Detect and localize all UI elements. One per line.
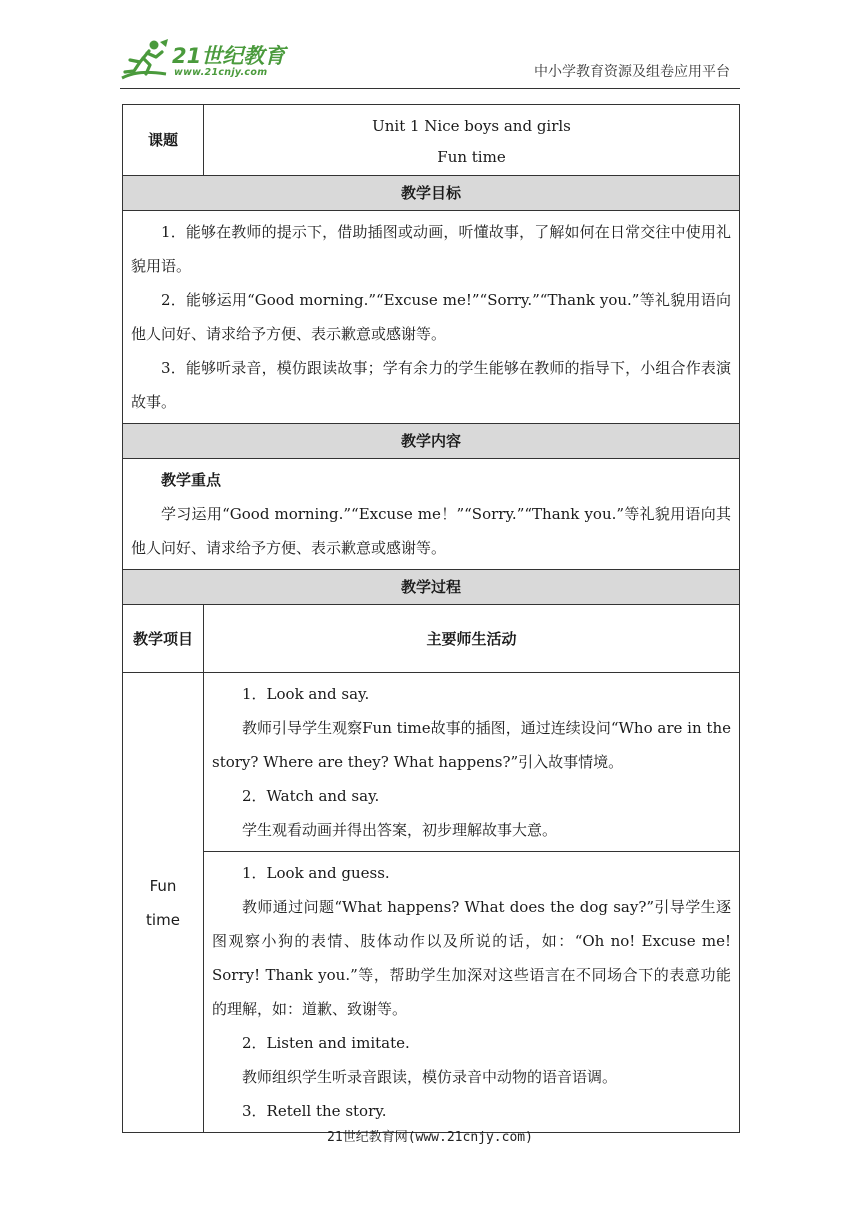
activity-header: 主要师生活动 xyxy=(204,605,740,673)
lesson-title-line2: Fun time xyxy=(437,148,506,166)
key-points-label: 教学重点 xyxy=(161,471,222,489)
content-body xyxy=(123,459,740,570)
lesson-label: 课题 xyxy=(123,105,204,176)
objective-item: 3．能够听录音，模仿跟读故事；学有余力的学生能够在教师的指导下，小组合作表演故事。 xyxy=(131,359,731,411)
lesson-title-row xyxy=(123,105,740,176)
activity-step: 2．Listen and imitate. xyxy=(242,1034,410,1052)
logo-url: www.21cnjy.com xyxy=(174,67,268,78)
teaching-item-name: Fun time xyxy=(123,673,204,1133)
process-row xyxy=(123,673,740,852)
lesson-title-line1: Unit 1 Nice boys and girls xyxy=(372,117,571,135)
page-header xyxy=(0,0,860,100)
lesson-title xyxy=(204,105,740,176)
header-divider xyxy=(120,88,740,89)
activity-desc: 教师通过问题“What happens? What does the dog say?”引导学生逐图观察小狗的表情、肢体动作以及所说的话，如：“Oh no! Excuse me! Sorry! Thank you.”等，帮助学生加深对这些语言在不同场合下的表意功能的理解，如：道歉、致谢等。 xyxy=(212,898,731,1018)
objectives-heading: 教学目标 xyxy=(123,176,740,211)
platform-tagline: 中小学教育资源及组卷应用平台 xyxy=(534,64,730,80)
activity-desc: 教师引导学生观察Fun time故事的插图，通过连续设问“Who are in the story? Where are they? What happens?”引入故事情境。 xyxy=(212,719,731,771)
objectives-list xyxy=(123,211,740,424)
teaching-item-header: 教学项目 xyxy=(123,605,204,673)
objective-item: 2．能够运用“Good morning.”“Excuse me!”“Sorry.”“Thank you.”等礼貌用语向他人问好、请求给予方便、表示歉意或感谢等。 xyxy=(131,291,731,343)
key-points-text: 学习运用“Good morning.”“Excuse me！”“Sorry.”“Thank you.”等礼貌用语向其他人问好、请求给予方便、表示歉意或感谢等。 xyxy=(131,505,731,557)
process-heading: 教学过程 xyxy=(123,570,740,605)
activity-step: 2．Watch and say. xyxy=(242,787,380,805)
page-footer: 21世纪教育网(www.21cnjy.com) xyxy=(327,1130,533,1145)
objective-item: 1．能够在教师的提示下，借助插图或动画，听懂故事，了解如何在日常交往中使用礼貌用语。 xyxy=(131,223,731,275)
activity-desc: 学生观看动画并得出答案，初步理解故事大意。 xyxy=(242,821,558,839)
lesson-plan-table xyxy=(122,104,740,1133)
content-heading: 教学内容 xyxy=(123,424,740,459)
logo-text: 21世纪教育 xyxy=(172,44,286,68)
runner-logo-icon xyxy=(116,38,172,84)
activity-step: 3．Retell the story. xyxy=(242,1102,387,1120)
activity-block-2 xyxy=(204,852,740,1133)
process-row xyxy=(123,852,740,1133)
activity-step: 1．Look and guess. xyxy=(242,864,390,882)
process-column-headers xyxy=(123,605,740,673)
site-logo xyxy=(116,38,286,84)
activity-block-1 xyxy=(204,673,740,852)
activity-desc: 教师组织学生听录音跟读，模仿录音中动物的语音语调。 xyxy=(242,1068,618,1086)
activity-step: 1．Look and say. xyxy=(242,685,370,703)
